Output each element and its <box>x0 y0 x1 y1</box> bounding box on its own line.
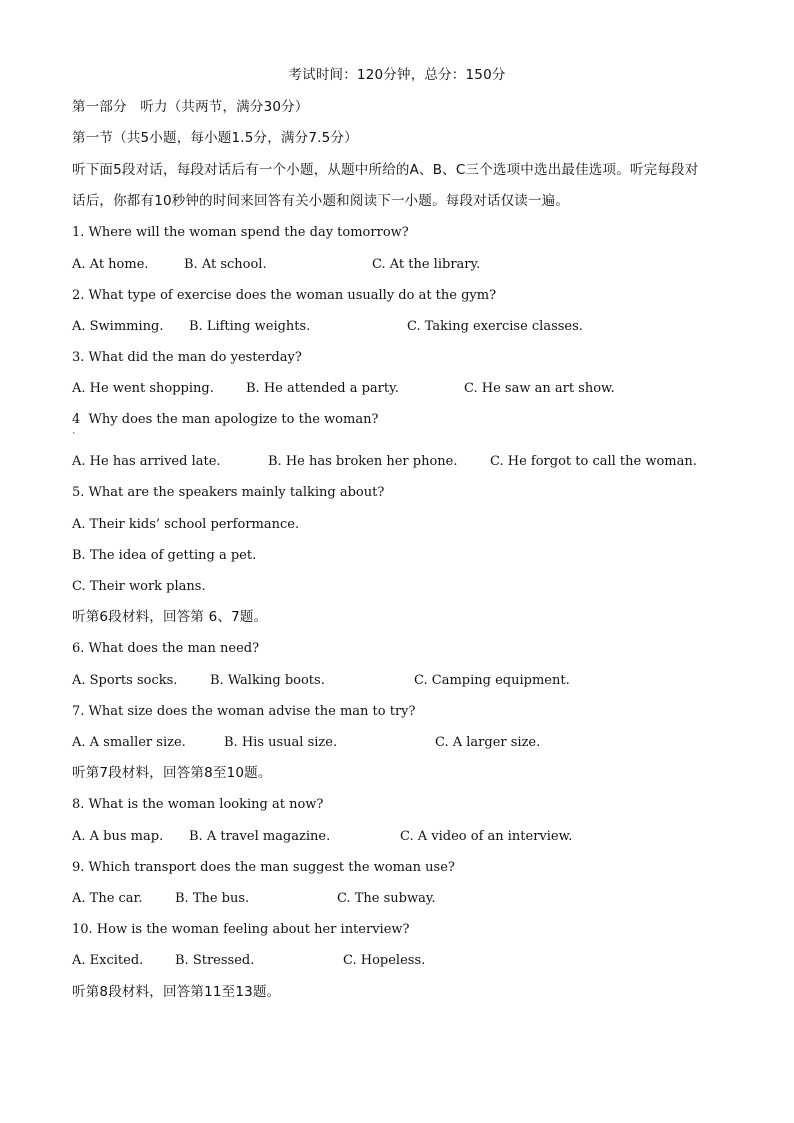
option-a: A. Excited. <box>72 953 144 968</box>
question-5-option-b: B. The idea of getting a pet. <box>72 548 257 563</box>
option-a: A. At home. <box>72 257 149 272</box>
exam-time-header: 考试时间：120分钟，总分：150分 <box>288 67 506 83</box>
option-b: B. His usual size. <box>224 735 338 750</box>
part1-heading: 第一部分 听力（共两节，满分30分） <box>72 99 309 115</box>
section1-heading: 第一节（共5小题，每小题1.5分，满分7.5分） <box>72 130 358 146</box>
option-a: A. Sports socks. <box>72 673 178 688</box>
question-7: 7. What size does the woman advise the man to try? <box>72 704 416 719</box>
option-c: C. A larger size. <box>435 735 541 750</box>
option-a: A. He went shopping. <box>72 381 214 396</box>
question-2: 2. What type of exercise does the woman usually do at the gym? <box>72 288 497 303</box>
option-b: B. He has broken her phone. <box>268 454 458 469</box>
option-a: A. A bus map. <box>72 829 164 844</box>
option-b: B. Stressed. <box>175 953 255 968</box>
question-5-option-a: A. Their kids’ school performance. <box>72 517 300 532</box>
option-b: B. The bus. <box>175 891 250 906</box>
option-c: C. Taking exercise classes. <box>407 319 583 334</box>
option-b: B. He attended a party. <box>246 381 399 396</box>
option-c: C. Hopeless. <box>343 953 426 968</box>
passage-note-8: 听第8段材料，回答第11至13题。 <box>72 984 281 1000</box>
passage-note-6: 听第6段材料，回答第 6、7题。 <box>72 609 268 625</box>
question-4: 4 Why does the man apologize to the woman? <box>72 412 379 427</box>
option-b: B. Walking boots. <box>210 673 325 688</box>
option-a: A. The car. <box>72 891 143 906</box>
option-c: C. He forgot to call the woman. <box>490 454 697 469</box>
question-9: 9. Which transport does the man suggest the woman use? <box>72 860 455 875</box>
option-c: C. Camping equipment. <box>414 673 570 688</box>
option-a: A. He has arrived late. <box>72 454 221 469</box>
passage-note-7: 听第7段材料，回答第8至10题。 <box>72 765 272 781</box>
question-8: 8. What is the woman looking at now? <box>72 797 324 812</box>
option-c: C. He saw an art show. <box>464 381 615 396</box>
question-3: 3. What did the man do yesterday? <box>72 350 302 365</box>
instructions-line-1: 听下面5段对话，每段对话后有一个小题，从题中所给的A、B、C三个选项中选出最佳选项。听完每段对 <box>72 162 699 178</box>
option-c: C. A video of an interview. <box>400 829 573 844</box>
option-a: A. Swimming. <box>72 319 164 334</box>
option-b: B. Lifting weights. <box>189 319 311 334</box>
option-b: B. A travel magazine. <box>189 829 331 844</box>
question-5: 5. What are the speakers mainly talking about? <box>72 485 385 500</box>
instructions-line-2: 话后，你都有10秒钟的时间来回答有关小题和阅读下一小题。每段对话仅读一遍。 <box>72 193 570 209</box>
option-c: C. At the library. <box>372 257 481 272</box>
question-10: 10. How is the woman feeling about her interview? <box>72 922 410 937</box>
option-a: A. A smaller size. <box>72 735 186 750</box>
option-c: C. The subway. <box>337 891 436 906</box>
question-1: 1. Where will the woman spend the day tomorrow? <box>72 225 409 240</box>
question-6: 6. What does the man need? <box>72 641 260 656</box>
option-b: B. At school. <box>184 257 267 272</box>
question-5-option-c: C. Their work plans. <box>72 579 206 594</box>
stray-mark: ` <box>72 433 77 443</box>
